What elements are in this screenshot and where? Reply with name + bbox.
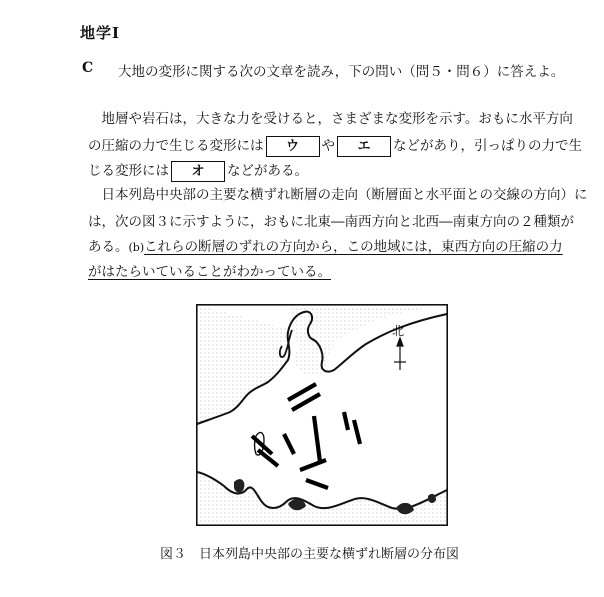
blank-u: ウ	[266, 136, 320, 157]
question-intro: 大地の変形に関する次の文章を読み，下の問い（問５・問６）に答えよ。	[118, 64, 565, 80]
question-letter: C	[82, 60, 94, 76]
passage-line-5: は，次の図３に示すように，おもに北東―南西方向と北西―南東方向の２種類が	[88, 214, 574, 230]
blank-e: エ	[337, 136, 391, 157]
underlined-text-b: これらの断層のずれの方向から，この地域には，東西方向の圧縮の力	[144, 239, 563, 255]
passage-line-4: 日本列島中央部の主要な横ずれ断層の走向（断層面と水平面との交線の方向）に	[101, 187, 588, 203]
blank-o: オ	[171, 161, 225, 182]
passage-line-3: じる変形には オ などがある。	[88, 159, 528, 182]
underline-marker-b: (b)	[128, 241, 145, 254]
passage-line-1: 地層や岩石は，大きな力を受けると，さまざまな変形を示す。おもに水平方向	[101, 111, 573, 127]
passage-line-7	[88, 260, 528, 280]
north-label: 北	[392, 324, 405, 338]
figure-caption: 図３ 日本列島中央部の主要な横ずれ断層の分布図	[160, 547, 460, 562]
passage-line-2: の圧縮の力で生じる変形には ウ や エ などがあり，引っぱりの力で生	[88, 134, 528, 157]
underlined-text-b-cont: がはたらいていることがわかっている。	[88, 264, 331, 280]
passage-line-6: ある。(b)これらの断層のずれの方向から，この地域には，東西方向の圧縮の力	[88, 239, 563, 255]
subject-header: 地学Ⅰ	[80, 24, 121, 42]
fault-map	[196, 304, 448, 526]
